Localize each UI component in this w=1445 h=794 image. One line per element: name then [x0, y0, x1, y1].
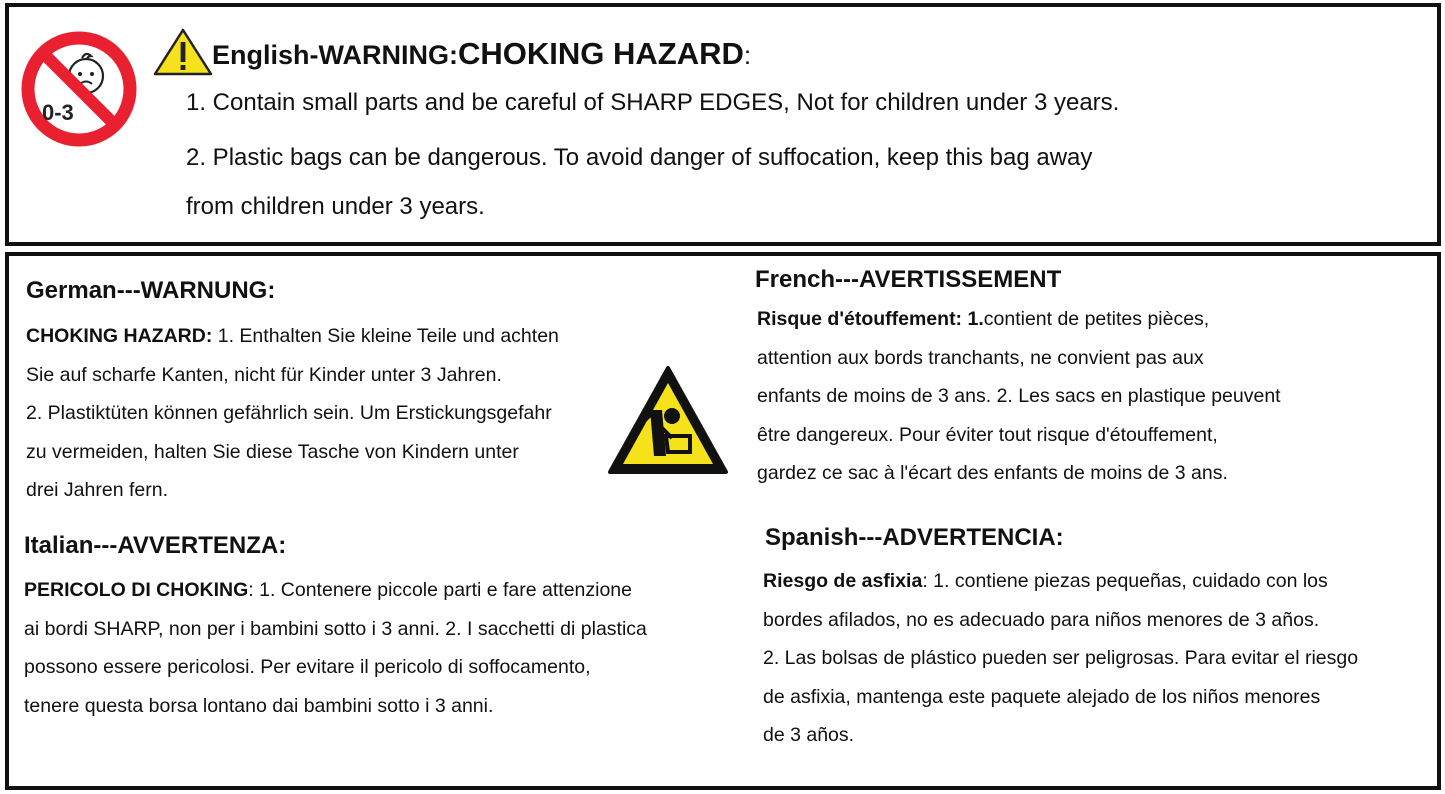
english-line-1: 1. Contain small parts and be careful of SHARP EDGES, Not for children under 3 years.	[186, 89, 1120, 116]
french-line: enfants de moins de 3 ans. 2. Les sacs en plastique peuvent	[757, 385, 1281, 407]
french-heading: French---AVERTISSEMENT	[755, 266, 1062, 293]
french-text	[757, 300, 1281, 493]
spanish-line: 2. Las bolsas de plástico pueden ser peligrosas. Para evitar el riesgo	[763, 647, 1359, 669]
italian-heading: Italian---AVVERTENZA:	[24, 532, 287, 559]
german-text	[26, 317, 608, 517]
english-heading-main: CHOKING HAZARD	[457, 36, 744, 71]
english-heading	[212, 36, 751, 72]
spanish-text	[763, 562, 1358, 755]
spanish-line: de 3 años.	[763, 724, 855, 746]
italian-text	[24, 571, 647, 725]
german-heading: German---WARNUNG:	[26, 277, 276, 304]
italian-lead: PERICOLO DI CHOKING	[24, 579, 249, 601]
english-heading-prefix: English-WARNING:	[212, 40, 458, 70]
age-range-label: 0-3	[42, 100, 74, 125]
german-line: 1. Enthalten Sie kleine Teile und achten	[212, 325, 559, 347]
german-line: zu vermeiden, halten Sie diese Tasche von Kindern unter	[26, 440, 519, 463]
italian-line: ai bordi SHARP, non per i bambini sotto i 3 anni. 2. I sacchetti di plastica	[24, 617, 647, 640]
spanish-line: de asfixia, mantenga este paquete alejado de los niños menores	[763, 685, 1321, 708]
spanish-lead: Riesgo de asfixia	[763, 570, 923, 592]
italian-line: : 1. Contenere piccole parti e fare attenzione	[248, 579, 633, 601]
french-line: attention aux bords tranchants, ne convient pas aux	[757, 346, 1204, 369]
english-line-2b: from children under 3 years.	[186, 193, 485, 220]
english-heading-colon: :	[743, 40, 752, 70]
french-line: être dangereux. Pour éviter tout risque d'étouffement,	[757, 423, 1218, 446]
spanish-line: bordes afilados, no es adecuado para niños menores de 3 años.	[763, 608, 1320, 631]
french-line: contient de petites pièces,	[983, 308, 1210, 330]
choking-hazard-sign-icon	[606, 364, 730, 476]
german-lead: CHOKING HAZARD:	[26, 325, 213, 347]
italian-line: possono essere pericolosi. Per evitare il pericolo di soffocamento,	[24, 656, 591, 678]
italian-line: tenere questa borsa lontano dai bambini sotto i 3 anni.	[24, 694, 494, 717]
spanish-line: : 1. contiene piezas pequeñas, cuidado con los	[922, 570, 1328, 592]
french-lead: Risque d'étouffement: 1.	[757, 308, 984, 330]
warning-triangle-icon	[152, 27, 214, 77]
german-line: Sie auf scharfe Kanten, nicht für Kinder unter 3 Jahren.	[26, 363, 502, 386]
german-line: drei Jahren fern.	[26, 479, 168, 501]
no-children-under-3-icon	[20, 30, 138, 148]
spanish-heading: Spanish---ADVERTENCIA:	[765, 524, 1064, 551]
english-line-2a: 2. Plastic bags can be dangerous. To avoid danger of suffocation, keep this bag away	[186, 144, 1093, 171]
german-line: 2. Plastiktüten können gefährlich sein. Um Erstickungsgefahr	[26, 402, 552, 424]
french-line: gardez ce sac à l'écart des enfants de moins de 3 ans.	[757, 462, 1228, 484]
